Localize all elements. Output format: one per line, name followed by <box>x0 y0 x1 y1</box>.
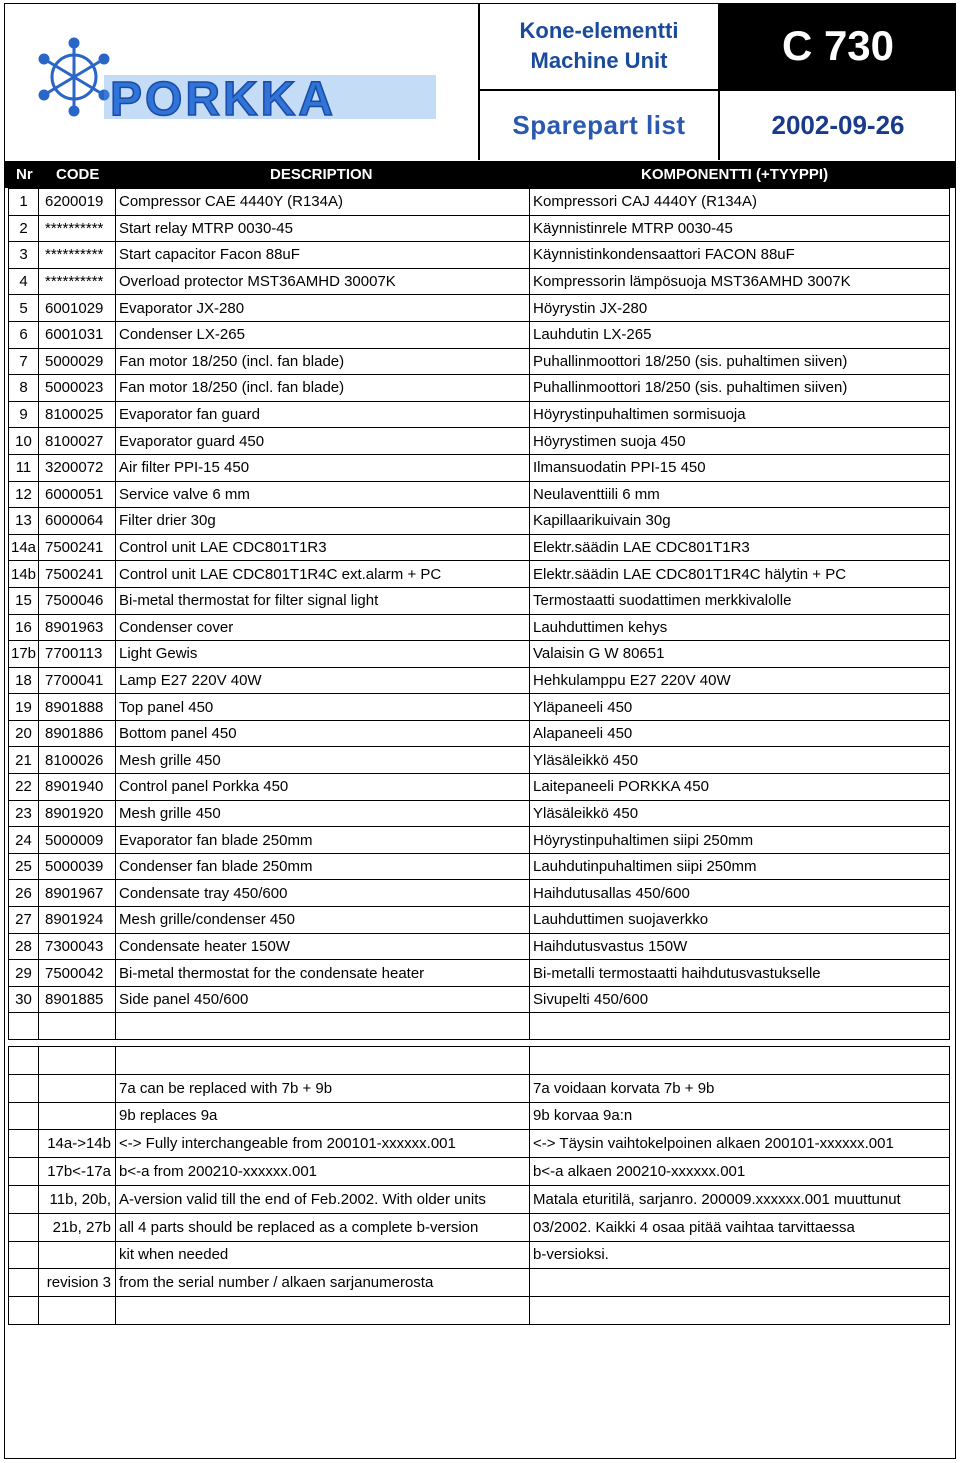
part-code: 8901886 <box>39 720 116 747</box>
table-row <box>9 827 950 854</box>
row-number: 22 <box>9 774 39 801</box>
note-blank <box>9 1213 39 1241</box>
part-code: 5000009 <box>39 827 116 854</box>
note-reference <box>39 1047 116 1075</box>
part-description-fi: Ilmansuodatin PPI-15 450 <box>530 454 950 481</box>
part-code: 8901924 <box>39 907 116 934</box>
part-description-fi: Alapaneeli 450 <box>530 720 950 747</box>
part-code <box>39 1013 116 1040</box>
row-number: 9 <box>9 401 39 428</box>
table-row <box>9 853 950 880</box>
note-blank <box>9 1047 39 1075</box>
row-number: 12 <box>9 481 39 508</box>
table-row <box>9 933 950 960</box>
part-description: Condenser cover <box>116 614 530 641</box>
part-description: Start relay MTRP 0030-45 <box>116 215 530 242</box>
note-blank <box>9 1130 39 1158</box>
note-row <box>9 1158 950 1186</box>
note-text <box>116 1297 530 1325</box>
part-code: 8901967 <box>39 880 116 907</box>
part-description: Mesh grille 450 <box>116 747 530 774</box>
notes-table <box>8 1046 950 1325</box>
table-row <box>9 800 950 827</box>
part-code: 3200072 <box>39 454 116 481</box>
unit-title-fi: Kone-elementti <box>519 18 679 43</box>
table-row <box>9 481 950 508</box>
table-row <box>9 667 950 694</box>
part-description-fi: Puhallinmoottori 18/250 (sis. puhaltimen siiven) <box>530 348 950 375</box>
col-nr: Nr <box>16 166 33 183</box>
part-code: 6200019 <box>39 189 116 216</box>
note-reference <box>39 1241 116 1269</box>
note-text: <-> Fully interchangeable from 200101-xxxxxx.001 <box>116 1130 530 1158</box>
part-code: 8100025 <box>39 401 116 428</box>
logo-text: PORKKA <box>110 73 337 126</box>
part-description-fi: Yläsäleikkö 450 <box>530 800 950 827</box>
table-row <box>9 747 950 774</box>
row-number: 3 <box>9 242 39 269</box>
table-row <box>9 986 950 1013</box>
part-description: Air filter PPI-15 450 <box>116 454 530 481</box>
note-row <box>9 1269 950 1297</box>
part-description-fi: Kapillaarikuivain 30g <box>530 508 950 535</box>
part-code: 7300043 <box>39 933 116 960</box>
part-description: Overload protector MST36AMHD 30007K <box>116 268 530 295</box>
note-text: all 4 parts should be replaced as a complete b-version <box>116 1213 530 1241</box>
note-row <box>9 1297 950 1325</box>
part-description-fi: Käynnistinrele MTRP 0030-45 <box>530 215 950 242</box>
part-code: ********** <box>39 215 116 242</box>
part-description-fi: Yläpaneeli 450 <box>530 694 950 721</box>
part-description-fi: Höyrystinpuhaltimen siipi 250mm <box>530 827 950 854</box>
part-description-fi <box>530 1013 950 1040</box>
porkka-logo-graphic <box>4 3 480 160</box>
part-description-fi: Hehkulamppu E27 220V 40W <box>530 667 950 694</box>
column-header-bar <box>4 161 956 188</box>
row-number: 14a <box>9 534 39 561</box>
part-description-fi: Valaisin G W 80651 <box>530 641 950 668</box>
row-number: 11 <box>9 454 39 481</box>
note-reference: 14a->14b <box>39 1130 116 1158</box>
row-number: 20 <box>9 720 39 747</box>
document-date: 2002-09-26 <box>771 110 905 140</box>
row-number: 8 <box>9 375 39 402</box>
note-row <box>9 1185 950 1213</box>
note-text-fi: 7a voidaan korvata 7b + 9b <box>530 1074 950 1102</box>
row-number: 2 <box>9 215 39 242</box>
row-number: 13 <box>9 508 39 535</box>
table-row <box>9 189 950 216</box>
table-row <box>9 268 950 295</box>
part-code: 6001029 <box>39 295 116 322</box>
note-text: 9b replaces 9a <box>116 1102 530 1130</box>
part-code: 6000051 <box>39 481 116 508</box>
part-code: 5000023 <box>39 375 116 402</box>
table-row <box>9 907 950 934</box>
part-description: Lamp E27 220V 40W <box>116 667 530 694</box>
part-description: Side panel 450/600 <box>116 986 530 1013</box>
note-text: 7a can be replaced with 7b + 9b <box>116 1074 530 1102</box>
part-description: Mesh grille 450 <box>116 800 530 827</box>
table-row <box>9 587 950 614</box>
note-blank <box>9 1297 39 1325</box>
document-header <box>4 3 956 160</box>
note-blank <box>9 1241 39 1269</box>
part-description: Condenser fan blade 250mm <box>116 853 530 880</box>
part-description: Mesh grille/condenser 450 <box>116 907 530 934</box>
row-number: 15 <box>9 587 39 614</box>
table-row <box>9 641 950 668</box>
note-reference <box>39 1102 116 1130</box>
note-blank <box>9 1185 39 1213</box>
col-description: DESCRIPTION <box>270 166 373 183</box>
table-row <box>9 401 950 428</box>
note-text-fi <box>530 1047 950 1075</box>
part-description-fi: Lauhdutinpuhaltimen siipi 250mm <box>530 853 950 880</box>
table-row <box>9 375 950 402</box>
note-reference: 17b<-17a <box>39 1158 116 1186</box>
row-number: 26 <box>9 880 39 907</box>
note-row <box>9 1130 950 1158</box>
part-description-fi: Haihdutusvastus 150W <box>530 933 950 960</box>
table-row <box>9 534 950 561</box>
note-text-fi: <-> Täysin vaihtokelpoinen alkaen 200101-xxxxxx.001 <box>530 1130 950 1158</box>
note-text-fi: b-versioksi. <box>530 1241 950 1269</box>
part-description-fi: Höyrystimen suoja 450 <box>530 428 950 455</box>
col-code: CODE <box>56 166 100 183</box>
row-number <box>9 1013 39 1040</box>
part-code: 5000039 <box>39 853 116 880</box>
parts-table <box>8 188 950 1040</box>
part-description: Evaporator fan guard <box>116 401 530 428</box>
part-description-fi: Laitepaneeli PORKKA 450 <box>530 774 950 801</box>
note-blank <box>9 1158 39 1186</box>
table-row <box>9 508 950 535</box>
row-number: 1 <box>9 189 39 216</box>
row-number: 30 <box>9 986 39 1013</box>
part-description: Condensate heater 150W <box>116 933 530 960</box>
part-description-fi: Elektr.säädin LAE CDC801T1R3 <box>530 534 950 561</box>
part-code: 7500241 <box>39 534 116 561</box>
part-description: Bi-metal thermostat for the condensate heater <box>116 960 530 987</box>
row-number: 29 <box>9 960 39 987</box>
porkka-logo <box>4 3 480 160</box>
part-description: Compressor CAE 4440Y (R134A) <box>116 189 530 216</box>
part-description: Service valve 6 mm <box>116 481 530 508</box>
table-row <box>9 454 950 481</box>
table-row <box>9 720 950 747</box>
part-description: Evaporator JX-280 <box>116 295 530 322</box>
note-blank <box>9 1102 39 1130</box>
part-code: 6001031 <box>39 321 116 348</box>
part-code: 8901963 <box>39 614 116 641</box>
unit-title <box>480 3 720 91</box>
col-component: KOMPONENTTI (+TYYPPI) <box>641 166 829 183</box>
note-row <box>9 1213 950 1241</box>
note-text-fi: 03/2002. Kaikki 4 osaa pitää vaihtaa tarvittaessa <box>530 1213 950 1241</box>
part-code: 8100026 <box>39 747 116 774</box>
row-number: 25 <box>9 853 39 880</box>
part-description-fi: Haihdutusallas 450/600 <box>530 880 950 907</box>
part-code: 8901885 <box>39 986 116 1013</box>
part-description: Fan motor 18/250 (incl. fan blade) <box>116 348 530 375</box>
note-text: b<-a from 200210-xxxxxx.001 <box>116 1158 530 1186</box>
table-row <box>9 880 950 907</box>
document-title: Sparepart list <box>480 91 720 160</box>
note-text-fi: 9b korvaa 9a:n <box>530 1102 950 1130</box>
table-row <box>9 242 950 269</box>
note-text: A-version valid till the end of Feb.2002. With older units <box>116 1185 530 1213</box>
unit-title-en: Machine Unit <box>530 48 668 73</box>
note-text-fi <box>530 1269 950 1297</box>
part-description-fi: Lauhduttimen kehys <box>530 614 950 641</box>
part-code: 8901940 <box>39 774 116 801</box>
part-description: Condenser LX-265 <box>116 321 530 348</box>
part-description: Fan motor 18/250 (incl. fan blade) <box>116 375 530 402</box>
part-description-fi: Yläsäleikkö 450 <box>530 747 950 774</box>
row-number: 4 <box>9 268 39 295</box>
note-text-fi: Matala eturitilä, sarjanro. 200009.xxxxxx.001 muuttunut <box>530 1185 950 1213</box>
note-reference: 21b, 27b <box>39 1213 116 1241</box>
table-row <box>9 428 950 455</box>
part-description-fi: Käynnistinkondensaattori FACON 88uF <box>530 242 950 269</box>
row-number: 5 <box>9 295 39 322</box>
row-number: 16 <box>9 614 39 641</box>
part-description: Bottom panel 450 <box>116 720 530 747</box>
table-row <box>9 774 950 801</box>
note-text: from the serial number / alkaen sarjanumerosta <box>116 1269 530 1297</box>
part-description-fi: Bi-metalli termostaatti haihdutusvastukselle <box>530 960 950 987</box>
table-row <box>9 960 950 987</box>
note-reference: 11b, 20b, <box>39 1185 116 1213</box>
part-description: Top panel 450 <box>116 694 530 721</box>
part-code: 7700041 <box>39 667 116 694</box>
table-row <box>9 215 950 242</box>
part-description-fi: Kompressorin lämpösuoja MST36AMHD 3007K <box>530 268 950 295</box>
part-description: Evaporator guard 450 <box>116 428 530 455</box>
part-description-fi: Höyrystinpuhaltimen sormisuoja <box>530 401 950 428</box>
part-description: Control unit LAE CDC801T1R4C ext.alarm + PC <box>116 561 530 588</box>
part-description-fi: Lauhdutin LX-265 <box>530 321 950 348</box>
part-description-fi: Puhallinmoottori 18/250 (sis. puhaltimen siiven) <box>530 375 950 402</box>
row-number: 14b <box>9 561 39 588</box>
row-number: 28 <box>9 933 39 960</box>
note-text: kit when needed <box>116 1241 530 1269</box>
row-number: 27 <box>9 907 39 934</box>
note-blank <box>9 1269 39 1297</box>
part-description: Light Gewis <box>116 641 530 668</box>
part-code: 7500042 <box>39 960 116 987</box>
part-description: Evaporator fan blade 250mm <box>116 827 530 854</box>
part-description-fi: Kompressori CAJ 4440Y (R134A) <box>530 189 950 216</box>
note-reference <box>39 1074 116 1102</box>
note-row <box>9 1074 950 1102</box>
note-row <box>9 1241 950 1269</box>
part-code: 5000029 <box>39 348 116 375</box>
part-description-fi: Elektr.säädin LAE CDC801T1R4C hälytin + PC <box>530 561 950 588</box>
note-row <box>9 1102 950 1130</box>
row-number: 24 <box>9 827 39 854</box>
part-description: Control unit LAE CDC801T1R3 <box>116 534 530 561</box>
row-number: 21 <box>9 747 39 774</box>
part-description-fi: Sivupelti 450/600 <box>530 986 950 1013</box>
table-row <box>9 295 950 322</box>
part-description: Control panel Porkka 450 <box>116 774 530 801</box>
part-code: ********** <box>39 268 116 295</box>
note-row <box>9 1047 950 1075</box>
note-blank <box>9 1074 39 1102</box>
note-reference <box>39 1297 116 1325</box>
model-number: C 730 <box>720 3 956 91</box>
table-row <box>9 614 950 641</box>
table-row <box>9 561 950 588</box>
row-number: 7 <box>9 348 39 375</box>
part-description-fi: Termostaatti suodattimen merkkivalolle <box>530 587 950 614</box>
part-code: 8100027 <box>39 428 116 455</box>
row-number: 17b <box>9 641 39 668</box>
row-number: 23 <box>9 800 39 827</box>
row-number: 6 <box>9 321 39 348</box>
note-text-fi: b<-a alkaen 200210-xxxxxx.001 <box>530 1158 950 1186</box>
part-description-fi: Lauhduttimen suojaverkko <box>530 907 950 934</box>
note-text-fi <box>530 1297 950 1325</box>
part-description: Condensate tray 450/600 <box>116 880 530 907</box>
part-description: Bi-metal thermostat for filter signal light <box>116 587 530 614</box>
part-code: 7700113 <box>39 641 116 668</box>
table-row <box>9 1013 950 1040</box>
part-code: 6000064 <box>39 508 116 535</box>
note-text <box>116 1047 530 1075</box>
part-code: 8901888 <box>39 694 116 721</box>
table-row <box>9 694 950 721</box>
table-row <box>9 321 950 348</box>
part-code: 7500241 <box>39 561 116 588</box>
part-code: ********** <box>39 242 116 269</box>
part-code: 7500046 <box>39 587 116 614</box>
part-code: 8901920 <box>39 800 116 827</box>
part-description <box>116 1013 530 1040</box>
part-description-fi: Höyrystin JX-280 <box>530 295 950 322</box>
row-number: 19 <box>9 694 39 721</box>
part-description: Start capacitor Facon 88uF <box>116 242 530 269</box>
part-description: Filter drier 30g <box>116 508 530 535</box>
row-number: 18 <box>9 667 39 694</box>
table-row <box>9 348 950 375</box>
part-description-fi: Neulaventtiili 6 mm <box>530 481 950 508</box>
note-reference: revision 3 <box>39 1269 116 1297</box>
row-number: 10 <box>9 428 39 455</box>
